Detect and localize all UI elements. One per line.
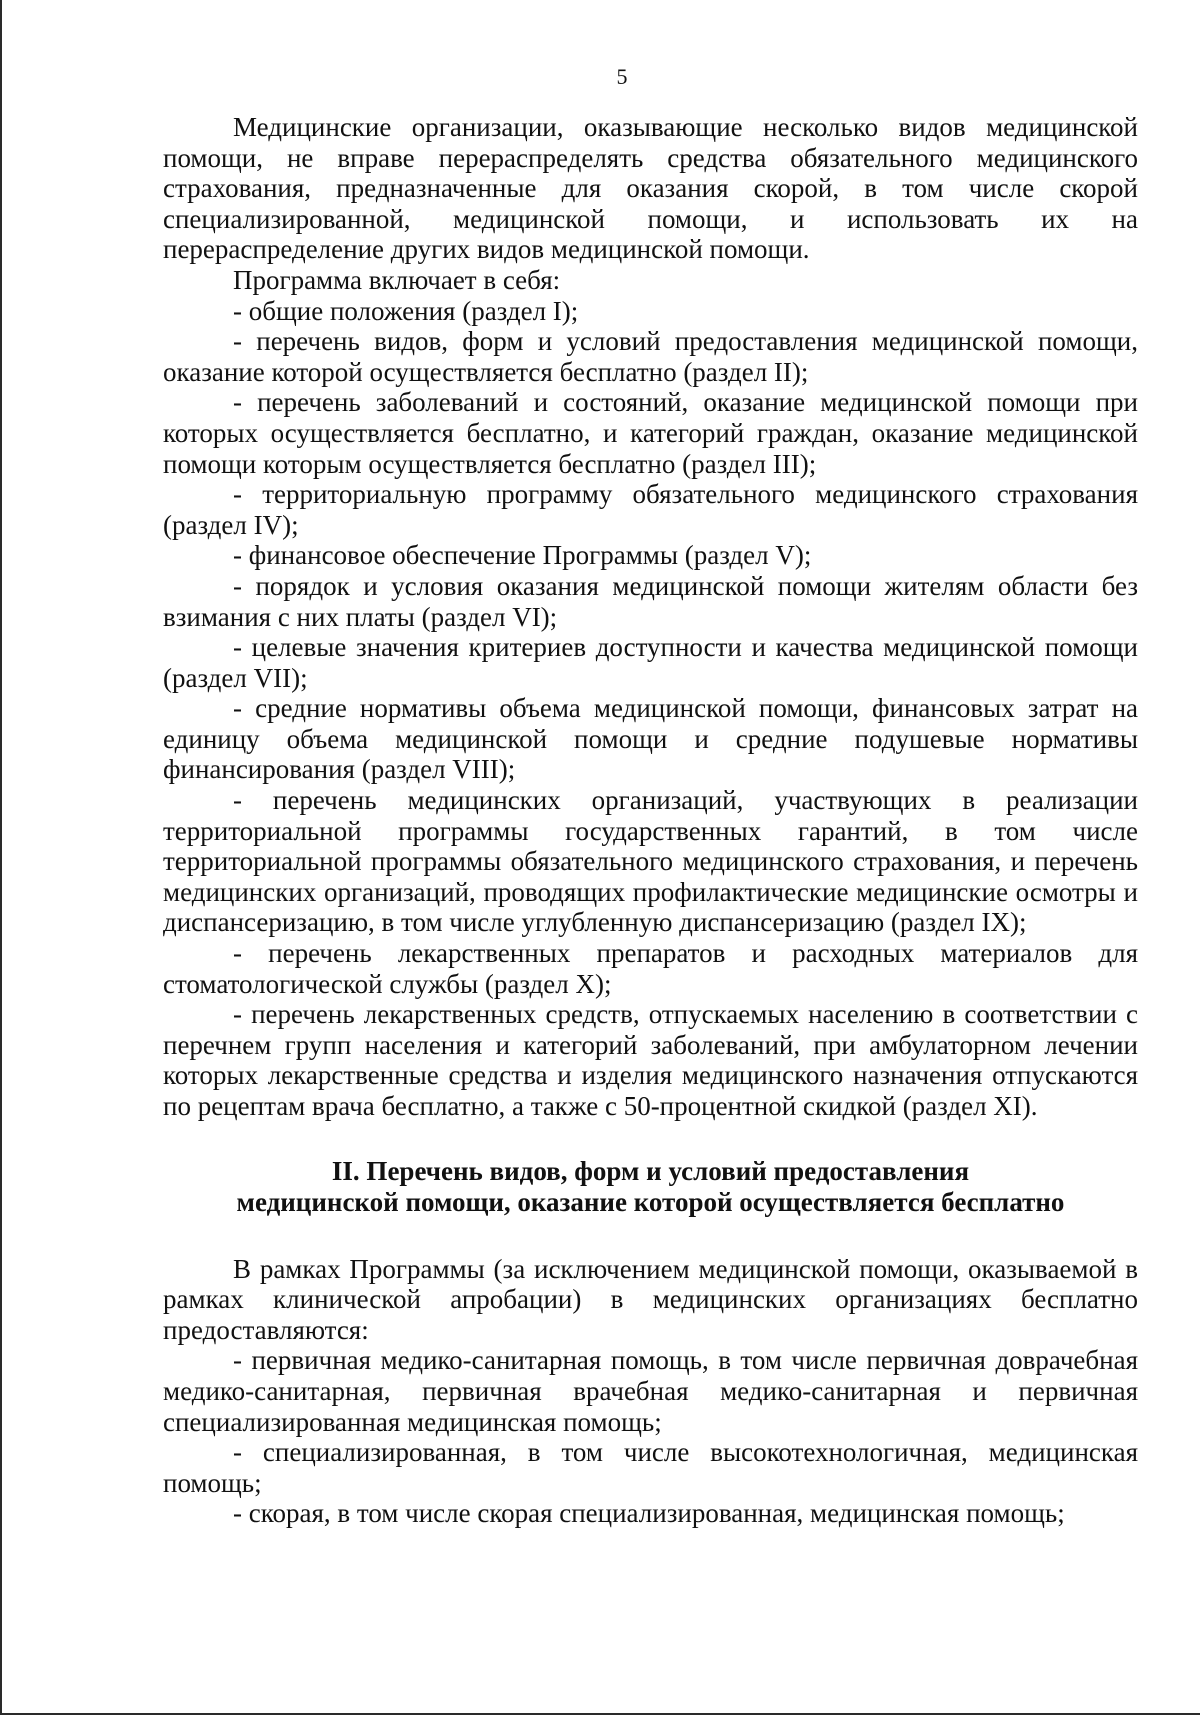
list-item: - специализированная, в том числе высокотехнологичная, медицинская помощь; [163,1437,1138,1498]
list-item: - перечень лекарственных препаратов и расходных материалов для стоматологической службы (раздел X); [163,938,1138,999]
list-item: - общие положения (раздел I); [233,295,579,326]
section-heading-line: медицинской помощи, оказание которой осуществляется бесплатно [236,1186,1065,1217]
page-number: 5 [616,64,628,89]
section-heading-line: II. Перечень видов, форм и условий предоставления [331,1155,970,1186]
list-item: - первичная медико-санитарная помощь, в том числе первичная доврачебная медико-санитарная, первичная врачебная медико-санитарная и первичная специализированная медицинская помощь; [163,1345,1138,1437]
list-item: - перечень видов, форм и условий предоставления медицинской помощи, оказание которой осуществляется бесплатно (раздел II); [163,326,1138,387]
paragraph: В рамках Программы (за исключением медицинской помощи, оказываемой в рамках клинической апробации) в медицинских организациях бесплатно предоставляются: [163,1253,1138,1345]
list-item: - средние нормативы объема медицинской помощи, финансовых затрат на единицу объема медицинской помощи и средние подушевые нормативы финансирования (раздел VIII); [163,693,1138,785]
list-item: - скорая, в том числе скорая специализированная, медицинская помощь; [233,1498,1065,1529]
paragraph: Медицинские организации, оказывающие несколько видов медицинской помощи, не вправе перераспределять средства обязательного медицинского страхования, предназначенные для оказания скорой, в том числе скорой специализированной, медицинской помощи, и использовать их на перераспределение других видов медицинской помощи. [163,112,1138,265]
paragraph: Программа включает в себя: [233,264,561,295]
list-item: - перечень заболеваний и состояний, оказание медицинской помощи при которых осуществляется бесплатно, и категорий граждан, оказание медицинской помощи которым осуществляется бесплатно (раздел III); [163,387,1138,479]
list-item: - перечень медицинских организаций, участвующих в реализации территориальной программы государственных гарантий, в том числе территориальной программы обязательного медицинского страхования, и перечень медицинских организаций, проводящих профилактические медицинские осмотры и диспансеризацию, в том числе углубленную диспансеризацию (раздел IX); [163,785,1138,938]
document-body [163,112,1138,1529]
list-item: - финансовое обеспечение Программы (раздел V); [233,540,812,571]
list-item: - целевые значения критериев доступности и качества медицинской помощи (раздел VII); [163,632,1138,693]
list-item: - порядок и условия оказания медицинской помощи жителям области без взимания с них платы (раздел VI); [163,570,1138,632]
section-heading [163,1156,1138,1218]
list-item: - территориальную программу обязательного медицинского страхования (раздел IV); [163,479,1138,540]
list-item: - перечень лекарственных средств, отпускаемых населению в соответствии с перечнем групп населения и категорий заболеваний, при амбулаторном лечении которых лекарственные средства и изделия медицинского назначения отпускаются по рецептам врача бесплатно, а также с 50-процентной скидкой (раздел XI). [163,999,1138,1121]
